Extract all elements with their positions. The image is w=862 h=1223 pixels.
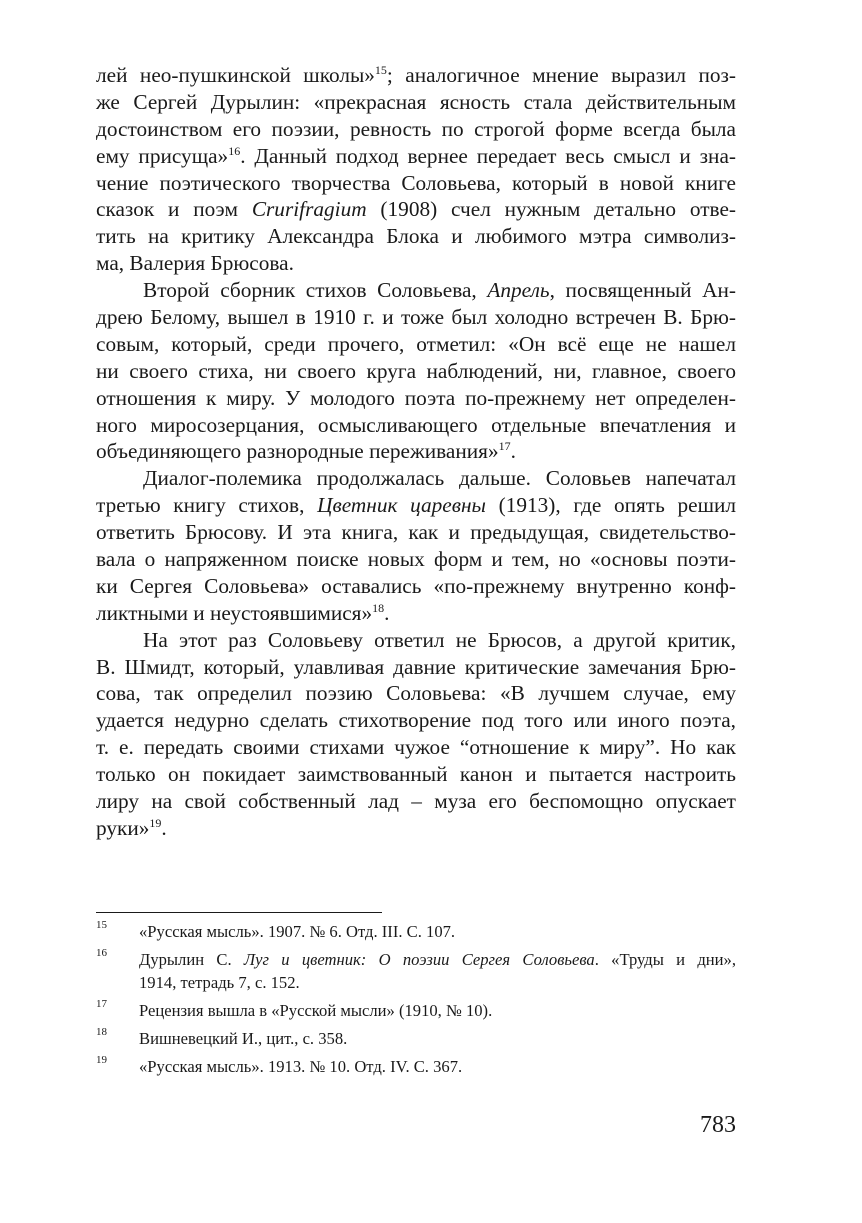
- footnote-number: 16: [96, 947, 107, 959]
- footnote: [96, 999, 736, 1022]
- text-line: лей нео-пушкинской школы»$^{15}$; аналогичное мнение выразил поз-: [96, 63, 736, 87]
- text-line: совым, который, среди прочего, отметил: «Он всё еще не нашел: [96, 331, 736, 356]
- footnote-text: 1914, тетрадь 7, с. 152.: [139, 973, 300, 992]
- footnote-text: «Русская мысль». 1913. № 10. Отд. IV. С. 367.: [139, 1057, 463, 1076]
- footnote: [96, 1055, 736, 1078]
- footnote-ref-16[interactable]: 16: [228, 143, 241, 158]
- book-title: Апрель: [487, 278, 550, 303]
- book-title: Луг и цветник: О поэзии Сергея Соловьева: [243, 950, 595, 969]
- text-line: ки Сергея Соловьева» оставались «по-прежнему внутренно конф-: [96, 573, 736, 598]
- text-line: отношения к миру. У молодого поэта по-прежнему нет определен-: [96, 385, 736, 410]
- text-line: В. Шмидт, который, улавливая давние критические замечания Брю-: [96, 654, 736, 679]
- footnote-ref-19[interactable]: 19: [149, 816, 162, 831]
- text-line: сказок и поэм Crurifragium (1908) счел нужным детально отве-: [96, 197, 736, 222]
- text-line: объединяющего разнородные переживания»$^{17}$.: [96, 439, 516, 464]
- footnote-ref-18[interactable]: 18: [372, 601, 385, 616]
- footnote-text: «Русская мысль». 1907. № 6. Отд. III. С. 107.: [139, 922, 456, 941]
- text-line: достоинством его поэзии, ревность по строгой форме всегда была: [96, 116, 736, 141]
- text-line: Второй сборник стихов Соловьева, Апрель, посвященный Ан-: [143, 278, 736, 303]
- text-line: ликтными и неустоявшимися»$^{18}$.: [96, 600, 390, 625]
- footnote-number: 19: [96, 1054, 107, 1066]
- footnote-text: Вишневецкий И., цит., с. 358.: [139, 1029, 348, 1048]
- footnote-text: Рецензия вышла в «Русской мысли» (1910, № 10).: [139, 1001, 493, 1020]
- text-line: ему присуща»$^{16}$. Данный подход вернее передает весь смысл и зна-: [96, 143, 736, 168]
- paragraph: [96, 465, 736, 626]
- footnote: [96, 948, 736, 994]
- text-line: чение поэтического творчества Соловьева, который в новой книге: [96, 170, 736, 195]
- text-line: лиру на свой собственный лад – муза его беспомощно опускает: [96, 789, 736, 814]
- footnote-text: Дурылин С. Луг и цветник: О поэзии Сергея Соловьева. «Труды и дни»,: [139, 950, 736, 969]
- footnote-ref-17[interactable]: 17: [498, 439, 511, 454]
- footnote: [96, 1027, 736, 1050]
- text-line: же Сергей Дурылин: «прекрасная ясность стала действительным: [96, 89, 736, 114]
- text-line: только он покидает заимствованный канон и пытается настроить: [96, 762, 736, 787]
- footnote: [96, 920, 736, 943]
- book-title: Crurifragium: [251, 197, 367, 222]
- text-line: Диалог-полемика продолжалась дальше. Соловьев напечатал: [143, 466, 736, 491]
- paragraph: [96, 62, 736, 277]
- text-line: руки»$^{19}$.: [96, 815, 167, 840]
- book-title: Цветник царевны: [317, 493, 486, 518]
- text-line: удается недурно сделать стихотворение под того или иного поэта,: [96, 708, 736, 733]
- main-text: [96, 62, 736, 842]
- paragraph: [96, 627, 736, 842]
- text-line: третью книгу стихов, Цветник царевны (1913), где опять решил: [96, 493, 736, 518]
- text-line: ответить Брюсову. И эта книга, как и предыдущая, свидетельство-: [96, 520, 736, 545]
- footnote-separator: [96, 912, 382, 913]
- footnotes: [96, 920, 736, 1083]
- text-line: дрею Белому, вышел в 1910 г. и тоже был холодно встречен В. Брю-: [96, 305, 736, 330]
- footnote-number: 17: [96, 998, 107, 1010]
- text-line: тить на критику Александра Блока и любимого мэтра символиз-: [96, 224, 736, 249]
- paragraph: [96, 277, 736, 465]
- text-line: вала о напряженном поиске новых форм и тем, но «основы поэти-: [96, 547, 736, 572]
- footnote-number: 18: [96, 1026, 107, 1038]
- text-line: ни своего стиха, ни своего круга наблюдений, ни, главное, своего: [96, 358, 736, 383]
- text-line: ного миросозерцания, осмысливающего отдельные впечатления и: [96, 412, 736, 437]
- footnote-number: 15: [96, 919, 107, 931]
- text-line: сова, так определил поэзию Соловьева: «В лучшем случае, ему: [96, 681, 736, 706]
- text-line: На этот раз Соловьеву ответил не Брюсов, а другой критик,: [143, 627, 736, 652]
- text-line: ма, Валерия Брюсова.: [96, 251, 294, 276]
- footnote-ref-15[interactable]: 15: [374, 63, 387, 78]
- page-number: 783: [700, 1112, 736, 1138]
- text-line: т. е. передать своими стихами чужое “отношение к миру”. Но как: [96, 735, 736, 760]
